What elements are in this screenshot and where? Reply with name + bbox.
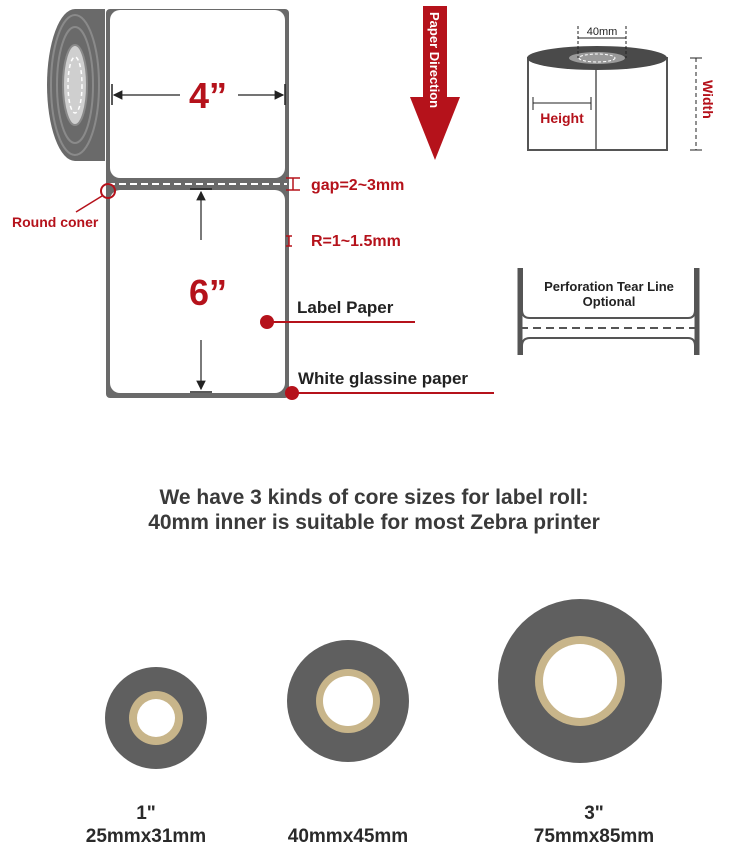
width-dimension-label: 4” [188,75,228,116]
height-dimension-label: 6” [188,272,228,313]
small-roll-diagram [527,26,716,150]
width-word-label: Width [700,80,716,119]
perforation-line2: Optional [582,294,636,309]
core-small-dims: 25mmx31mm [85,826,207,847]
core-large-size: 3" [584,803,604,824]
height-word-label: Height [540,110,584,126]
core-medium-dims: 40mmx45mm [287,826,409,847]
roll-side-view [47,9,105,161]
paper-direction-label: Paper Direction [427,12,442,109]
core-large-dims: 75mmx85mm [533,826,655,847]
round-corner-label: Round coner [12,214,99,230]
core-size-title-line2: 40mm inner is suitable for most Zebra printer [148,511,600,534]
perforation-line1: Perforation Tear Line [544,279,674,294]
core-roll-small [105,667,207,769]
perforation-diagram [520,268,697,355]
radius-label: R=1~1.5mm [311,233,401,250]
core-small-size: 1" [136,803,156,824]
label-paper-label: Label Paper [297,298,394,317]
gap-label: gap=2~3mm [311,177,405,194]
core-roll-medium [287,640,409,762]
glassine-label: White glassine paper [298,369,469,388]
core-40mm-label: 40mm [586,26,618,38]
paper-direction-arrow [410,6,460,160]
core-roll-large [498,599,662,763]
core-size-title-line1: We have 3 kinds of core sizes for label roll: [159,486,589,509]
